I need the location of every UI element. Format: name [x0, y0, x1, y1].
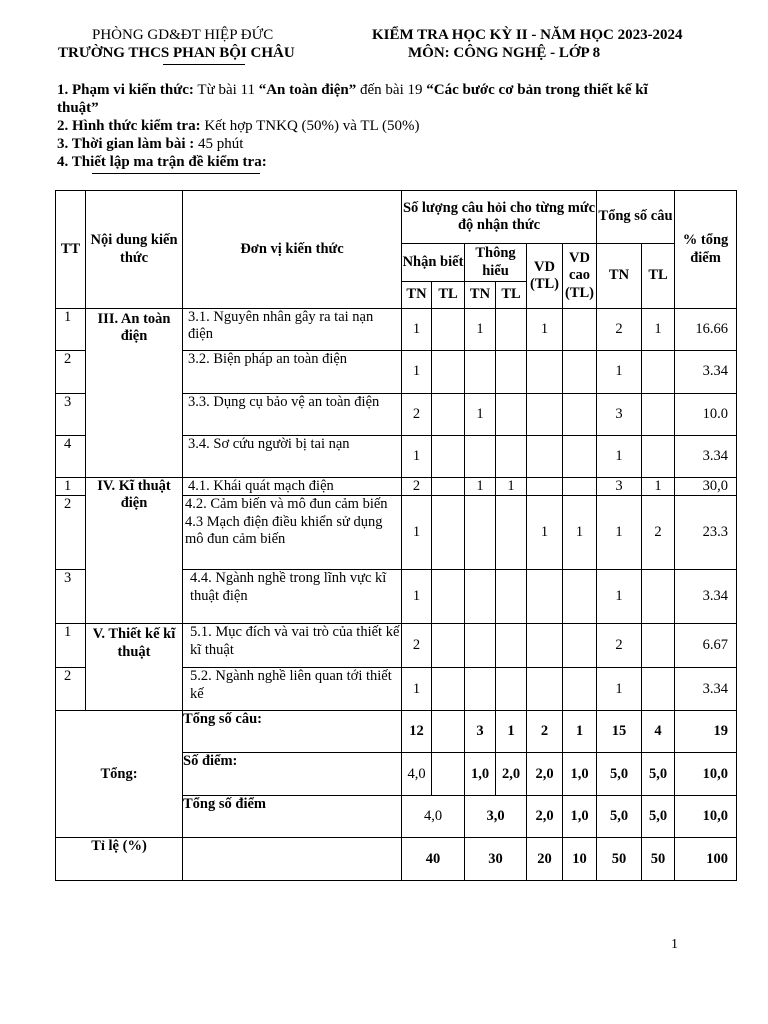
- cell-th-tl: [496, 570, 527, 624]
- table-row: [56, 478, 737, 496]
- cell-total-tn: 2: [597, 309, 642, 351]
- cell-vd: 2: [527, 711, 563, 753]
- cell-pct: 3.34: [675, 351, 737, 394]
- cell-nb-tn: 1: [402, 668, 432, 711]
- cell-vd-cao: 1,0: [563, 753, 597, 796]
- cell-pct: 3.34: [675, 668, 737, 711]
- cell-total-tn: 1: [597, 496, 642, 570]
- cell-nb-tl: [432, 436, 465, 478]
- cell-th-tn: [465, 351, 496, 394]
- cell-nb-tl: [432, 309, 465, 351]
- cell-nb-tn: 1: [402, 570, 432, 624]
- unit-4-3: 4.3 Mạch điện điều khiển sử dụng mô đun cảm biến: [185, 513, 383, 548]
- cell-total-tn: 3: [597, 394, 642, 436]
- cell-vd: [527, 570, 563, 624]
- cell-total-tn: 2: [597, 624, 642, 668]
- cell-th-tn: [465, 668, 496, 711]
- cell-pct: 10,0: [675, 796, 737, 838]
- cell-vd: 1: [527, 496, 563, 570]
- header-th-tn: TN: [465, 282, 496, 309]
- ti-le-label: Tỉ lệ (%): [56, 838, 183, 881]
- header-thong-hieu: Thông hiểu: [465, 244, 527, 282]
- matrix-table: [55, 190, 737, 881]
- row-unit: 5.2. Ngành nghề liên quan tới thiết kế: [183, 668, 402, 711]
- header-th-tl: TL: [496, 282, 527, 309]
- cell-th-tl: 1: [496, 478, 527, 496]
- cell-nb-total: 40: [402, 838, 465, 881]
- row-unit: 5.1. Mục đích và vai trò của thiết kế kĩ thuật: [183, 624, 402, 668]
- cell-nb-tn: 1: [402, 436, 432, 478]
- cell-vd-cao: 1,0: [563, 796, 597, 838]
- header-vd: VD (TL): [527, 244, 563, 309]
- cell-total-tl: [642, 624, 675, 668]
- info-duration: 3. Thời gian làm bài : 45 phút: [57, 136, 244, 152]
- cell-nb-tn: 1: [402, 351, 432, 394]
- cell-vd: 20: [527, 838, 563, 881]
- cell-vd-cao: [563, 478, 597, 496]
- cell-total-tn: 50: [597, 838, 642, 881]
- cell-pct: 10.0: [675, 394, 737, 436]
- cell-th-tl: 1: [496, 711, 527, 753]
- cell-nb-total: 4,0: [402, 796, 465, 838]
- cell-vd-cao: [563, 436, 597, 478]
- cell-th-tl: [496, 309, 527, 351]
- cell-vd: [527, 668, 563, 711]
- exam-title: KIỂM TRA HỌC KỲ II - NĂM HỌC 2023-2024: [372, 27, 683, 43]
- cell-pct: 19: [675, 711, 737, 753]
- cell-vd: 1: [527, 309, 563, 351]
- cell-total-tn: 1: [597, 436, 642, 478]
- cell-total-tl: 1: [642, 309, 675, 351]
- cell-vd-cao: [563, 351, 597, 394]
- header-total-tl: TL: [642, 244, 675, 309]
- cell-th-tl: [496, 496, 527, 570]
- cell-total-tl: [642, 436, 675, 478]
- cell-vd: [527, 478, 563, 496]
- total-count-row: [56, 711, 737, 753]
- cell-pct: 16.66: [675, 309, 737, 351]
- cell-th-tl: [496, 624, 527, 668]
- header-underline: [163, 64, 245, 65]
- cell-total-tl: [642, 668, 675, 711]
- cell-nb-tl: [432, 496, 465, 570]
- ti-le-empty: [183, 838, 402, 881]
- row-tt: 2: [56, 496, 86, 570]
- header-tong-so-cau: Tổng số câu: [597, 191, 675, 244]
- row-unit: 3.4. Sơ cứu người bị tai nạn: [183, 436, 402, 478]
- cell-nb-tn: 12: [402, 711, 432, 753]
- cell-nb-tl: [432, 478, 465, 496]
- cell-total-tl: 5,0: [642, 796, 675, 838]
- cell-nb-tn: 1: [402, 496, 432, 570]
- cell-total-tl: 1: [642, 478, 675, 496]
- cell-th-tn: 1,0: [465, 753, 496, 796]
- row-unit: 3.3. Dụng cụ bảo vệ an toàn điện: [183, 394, 402, 436]
- cell-nb-tl: [432, 711, 465, 753]
- header-noi-dung: Nội dung kiến thức: [86, 191, 183, 309]
- cell-th-total: 30: [465, 838, 527, 881]
- cell-pct: 10,0: [675, 753, 737, 796]
- header-tt: TT: [56, 191, 86, 309]
- cell-vd: [527, 624, 563, 668]
- cell-pct: 6.67: [675, 624, 737, 668]
- cell-th-tn: 1: [465, 394, 496, 436]
- header-total-tn: TN: [597, 244, 642, 309]
- cell-vd-cao: [563, 668, 597, 711]
- row-tt: 1: [56, 624, 86, 668]
- header-nhan-biet: Nhận biết: [402, 244, 465, 282]
- cell-total-tl: 2: [642, 496, 675, 570]
- topic-ki-thuat-dien: IV. Kĩ thuật điện: [86, 478, 183, 624]
- cell-vd: [527, 436, 563, 478]
- cell-nb-tl: [432, 570, 465, 624]
- cell-total-tn: 3: [597, 478, 642, 496]
- cell-vd: [527, 351, 563, 394]
- so-diem-label: Số điểm:: [183, 753, 402, 796]
- cell-th-tn: [465, 570, 496, 624]
- cell-vd-cao: [563, 309, 597, 351]
- row-unit: 3.2. Biện pháp an toàn điện: [183, 351, 402, 394]
- cell-vd-cao: [563, 394, 597, 436]
- cell-nb-tn: 2: [402, 478, 432, 496]
- cell-th-tn: [465, 624, 496, 668]
- header-nb-tl: TL: [432, 282, 465, 309]
- cell-pct: 3.34: [675, 436, 737, 478]
- cell-total-tn: 5,0: [597, 796, 642, 838]
- info-scope-cont: thuật”: [57, 100, 99, 116]
- cell-th-tn: [465, 496, 496, 570]
- cell-total-tl: [642, 351, 675, 394]
- row-tt: 2: [56, 668, 86, 711]
- cell-total-tn: 15: [597, 711, 642, 753]
- cell-th-tl: [496, 394, 527, 436]
- cell-th-total: 3,0: [465, 796, 527, 838]
- cell-th-tn: 1: [465, 309, 496, 351]
- cell-vd-cao: [563, 570, 597, 624]
- cell-vd-cao: 1: [563, 496, 597, 570]
- row-tt: 4: [56, 436, 86, 478]
- header-don-vi: Đơn vị kiến thức: [183, 191, 402, 309]
- cell-vd: 2,0: [527, 796, 563, 838]
- unit-4-2: 4.2. Cảm biến và mô đun cảm biến: [185, 496, 388, 513]
- header-nb-tn: TN: [402, 282, 432, 309]
- school-name: TRƯỜNG THCS PHAN BỘI CHÂU: [58, 45, 295, 61]
- cell-total-tl: 5,0: [642, 753, 675, 796]
- header-pct-diem: % tổng điểm: [675, 191, 737, 309]
- cell-th-tn: [465, 436, 496, 478]
- cell-pct: 30,0: [675, 478, 737, 496]
- cell-vd-cao: 1: [563, 711, 597, 753]
- cell-total-tl: [642, 570, 675, 624]
- cell-total-tn: 1: [597, 668, 642, 711]
- cell-pct: 23.3: [675, 496, 737, 570]
- cell-nb-tn: 1: [402, 309, 432, 351]
- row-unit: [183, 496, 402, 570]
- row-tt: 3: [56, 394, 86, 436]
- topic-thiet-ke-ki-thuat: V. Thiết kế kĩ thuật: [86, 624, 183, 711]
- row-tt: 2: [56, 351, 86, 394]
- table-row: [56, 624, 737, 668]
- cell-th-tl: [496, 436, 527, 478]
- cell-nb-tl: [432, 351, 465, 394]
- row-tt: 1: [56, 478, 86, 496]
- cell-nb-tn: 4,0: [402, 753, 432, 796]
- cell-th-tl: [496, 668, 527, 711]
- cell-vd: 2,0: [527, 753, 563, 796]
- cell-total-tn: 5,0: [597, 753, 642, 796]
- cell-th-tl: [496, 351, 527, 394]
- cell-total-tn: 1: [597, 570, 642, 624]
- matrix-heading-underline: [92, 173, 260, 174]
- cell-total-tl: [642, 394, 675, 436]
- subject-title: MÔN: CÔNG NGHỆ - LỚP 8: [408, 45, 601, 61]
- cell-th-tl: 2,0: [496, 753, 527, 796]
- cell-nb-tn: 2: [402, 624, 432, 668]
- page-number: 1: [671, 937, 678, 952]
- cell-nb-tl: [432, 668, 465, 711]
- tong-label: Tổng:: [56, 711, 183, 838]
- cell-total-tn: 1: [597, 351, 642, 394]
- info-format: 2. Hình thức kiểm tra: Kết hợp TNKQ (50%) và TL (50%): [57, 118, 420, 134]
- cell-total-tl: 4: [642, 711, 675, 753]
- cell-th-tn: 3: [465, 711, 496, 753]
- cell-pct: 100: [675, 838, 737, 881]
- tong-so-diem-label: Tổng số điểm: [183, 796, 402, 838]
- row-unit: 4.4. Ngành nghề trong lĩnh vực kĩ thuật điện: [183, 570, 402, 624]
- cell-nb-tl: [432, 624, 465, 668]
- row-tt: 3: [56, 570, 86, 624]
- row-unit: 4.1. Khái quát mạch điện: [183, 478, 402, 496]
- cell-th-tn: 1: [465, 478, 496, 496]
- info-matrix-heading: 4. Thiết lập ma trận đề kiểm tra:: [57, 154, 267, 170]
- row-tt: 1: [56, 309, 86, 351]
- cell-pct: 3.34: [675, 570, 737, 624]
- info-scope: 1. Phạm vi kiến thức: Từ bài 11 “An toàn điện” đến bài 19 “Các bước cơ bản trong thiết kế kĩ: [57, 82, 648, 98]
- cell-vd-cao: 10: [563, 838, 597, 881]
- cell-vd-cao: [563, 624, 597, 668]
- cell-vd: [527, 394, 563, 436]
- department-name: PHÒNG GD&ĐT HIỆP ĐỨC: [92, 27, 274, 43]
- table-row: [56, 309, 737, 351]
- ratio-row: [56, 838, 737, 881]
- topic-an-toan-dien: III. An toàn điện: [86, 309, 183, 478]
- cell-nb-tn: 2: [402, 394, 432, 436]
- header-vd-cao: VD cao (TL): [563, 244, 597, 309]
- tong-so-cau-label: Tổng số câu:: [183, 711, 402, 753]
- cell-nb-tl: [432, 394, 465, 436]
- header-so-luong: Số lượng câu hỏi cho từng mức độ nhận thức: [402, 191, 597, 244]
- cell-nb-tl: [432, 753, 465, 796]
- row-unit: 3.1. Nguyên nhân gây ra tai nạn điện: [183, 309, 402, 351]
- cell-total-tl: 50: [642, 838, 675, 881]
